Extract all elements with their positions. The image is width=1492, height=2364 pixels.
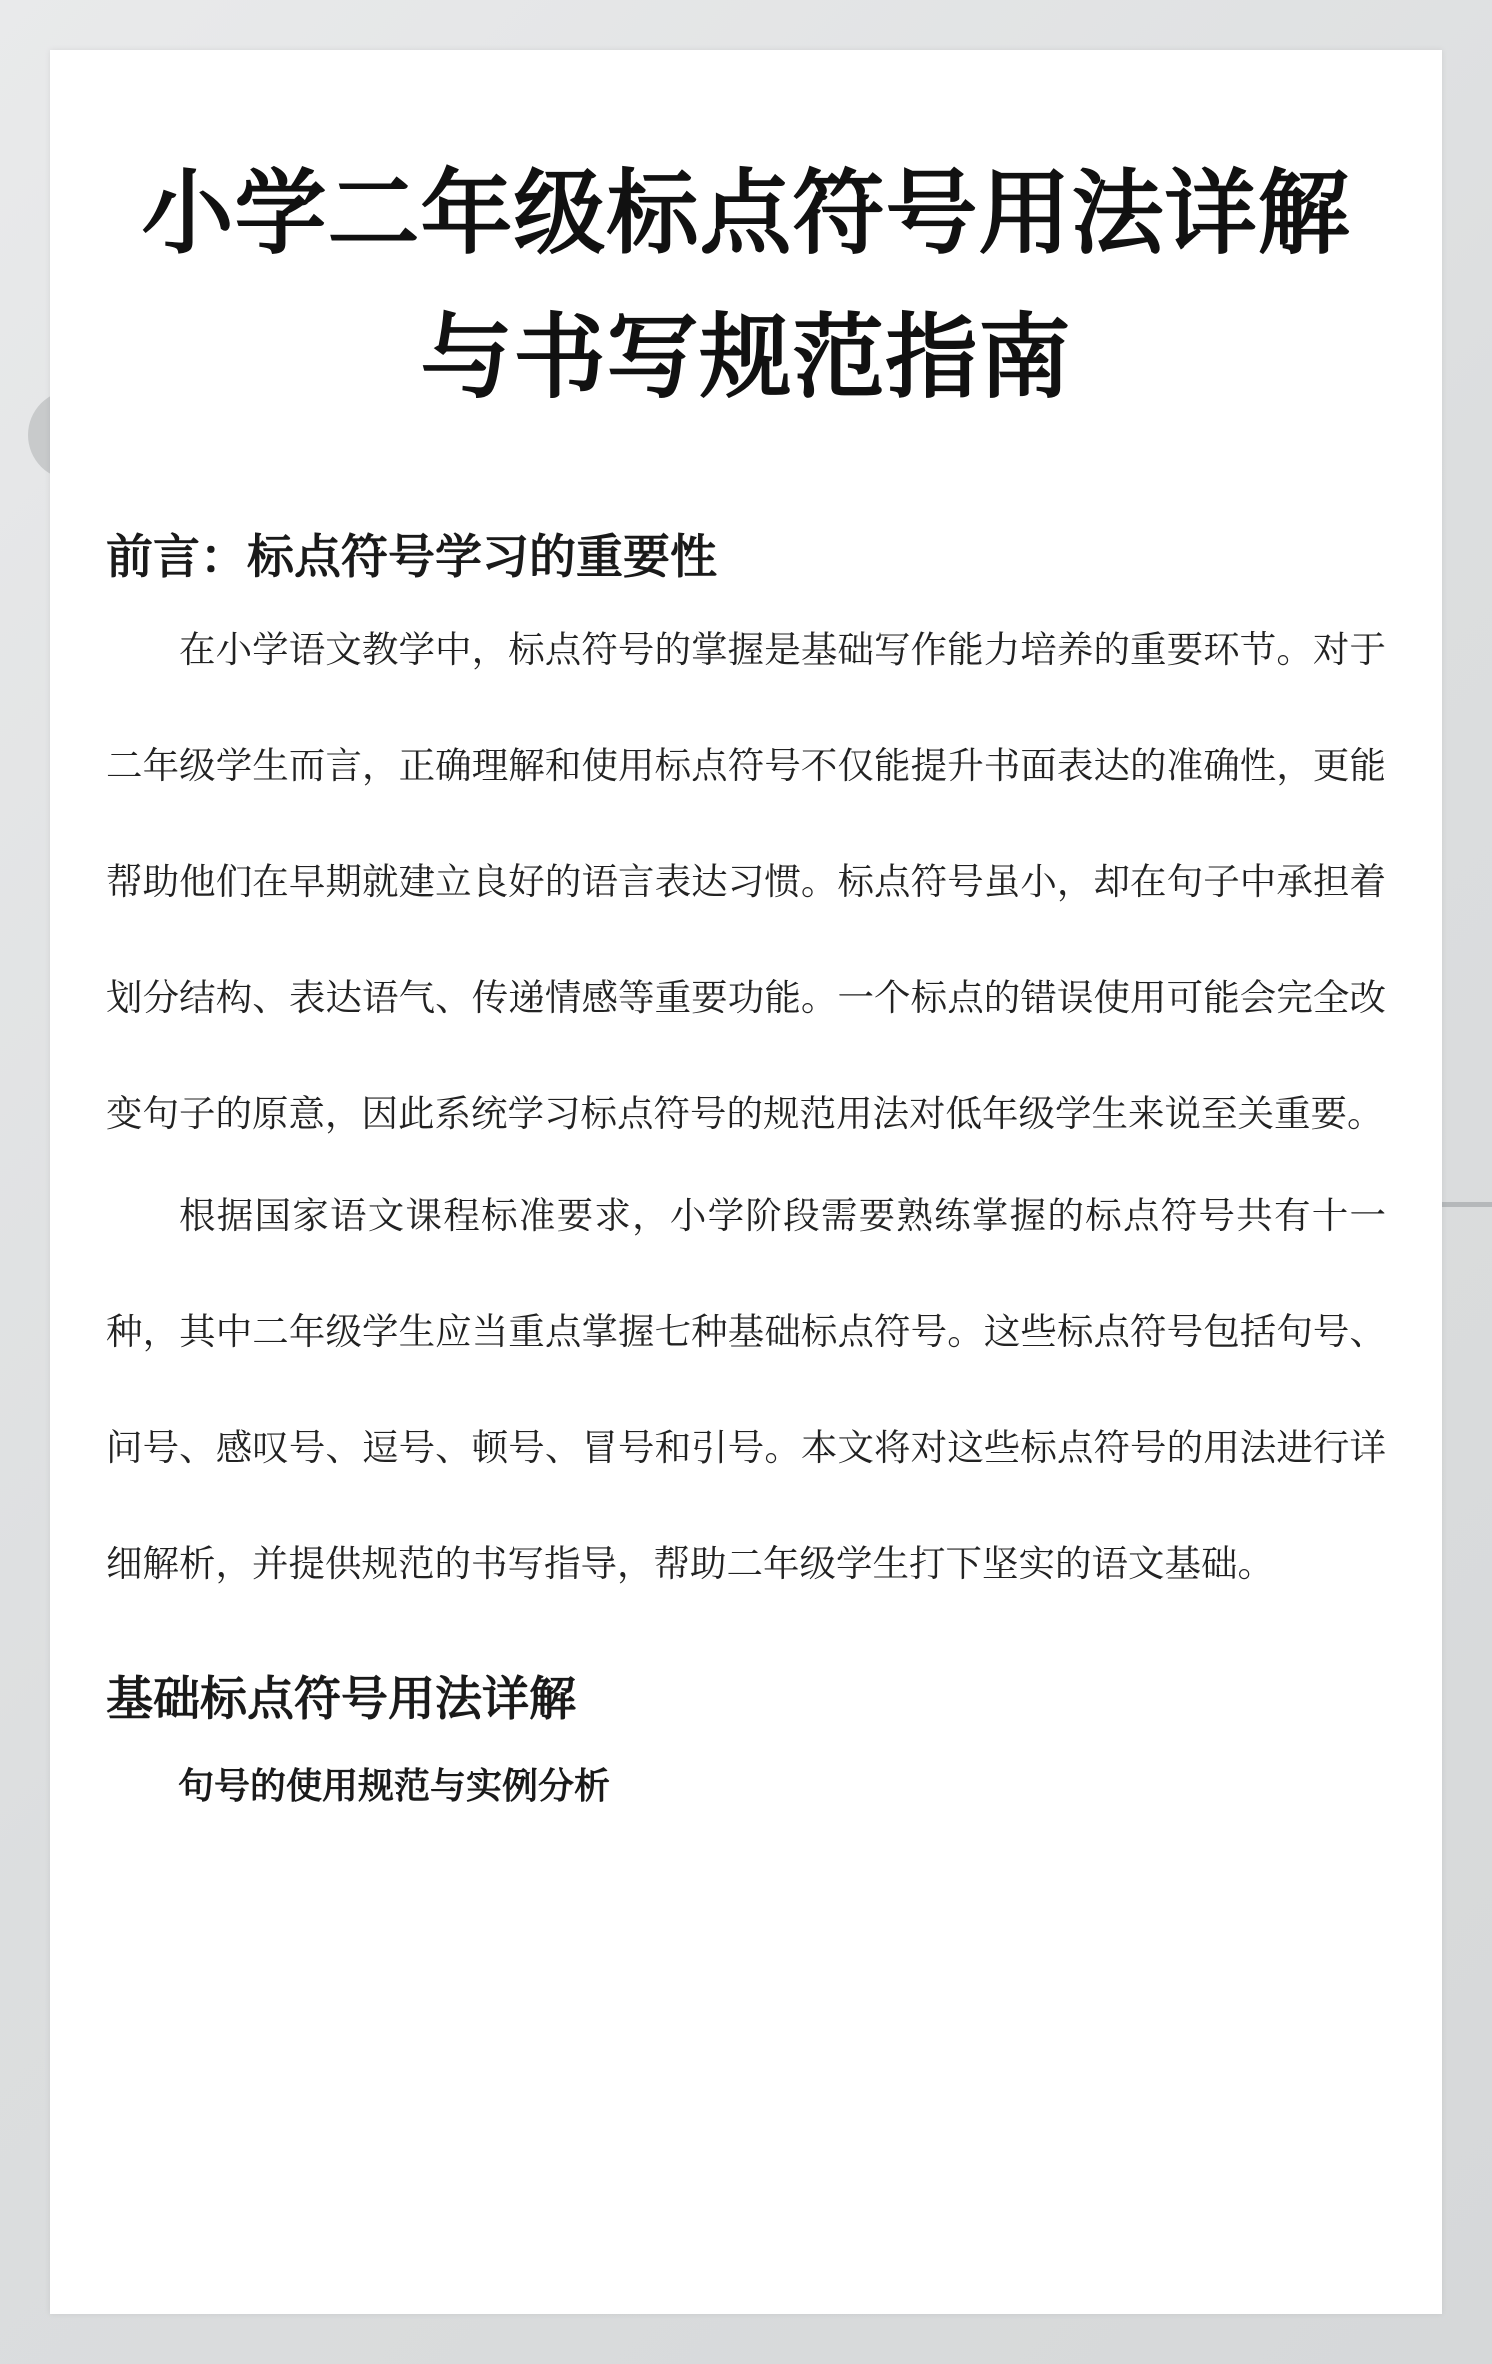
- document-title-line-2: 与书写规范指南: [420, 304, 1072, 411]
- document-title-line-1: 小学二年级标点符号用法详解: [141, 160, 1351, 267]
- document-page: [50, 50, 1442, 2314]
- intro-paragraph-1: 在小学语文教学中，标点符号的掌握是基础写作能力培养的重要环节。对于二年级学生而言，正确理解和使用标点符号不仅能提升书面表达的准确性，更能帮助他们在早期就建立良好的语言表达习惯。标点符号虽小，却在句子中承担着划分结构、表达语气、传递情感等重要功能。一个标点的错误使用可能会完全改变句子的原意，因此系统学习标点符号的规范用法对低年级学生来说至关重要。: [106, 628, 1386, 1135]
- background-line: [1440, 1202, 1492, 1207]
- document-title: [106, 142, 1386, 430]
- section-heading-basics: 基础标点符号用法详解: [106, 1672, 576, 1727]
- section-heading-intro: 前言：标点符号学习的重要性: [106, 530, 717, 585]
- intro-paragraph-2: 根据国家语文课程标准要求，小学阶段需要熟练掌握的标点符号共有十一种，其中二年级学生应当重点掌握七种基础标点符号。这些标点符号包括句号、问号、感叹号、逗号、顿号、冒号和引号。本文将对这些标点符号的用法进行详细解析，并提供规范的书写指导，帮助二年级学生打下坚实的语文基础。: [106, 1194, 1386, 1585]
- subsection-heading-period: 句号的使用规范与实例分析: [178, 1766, 611, 1807]
